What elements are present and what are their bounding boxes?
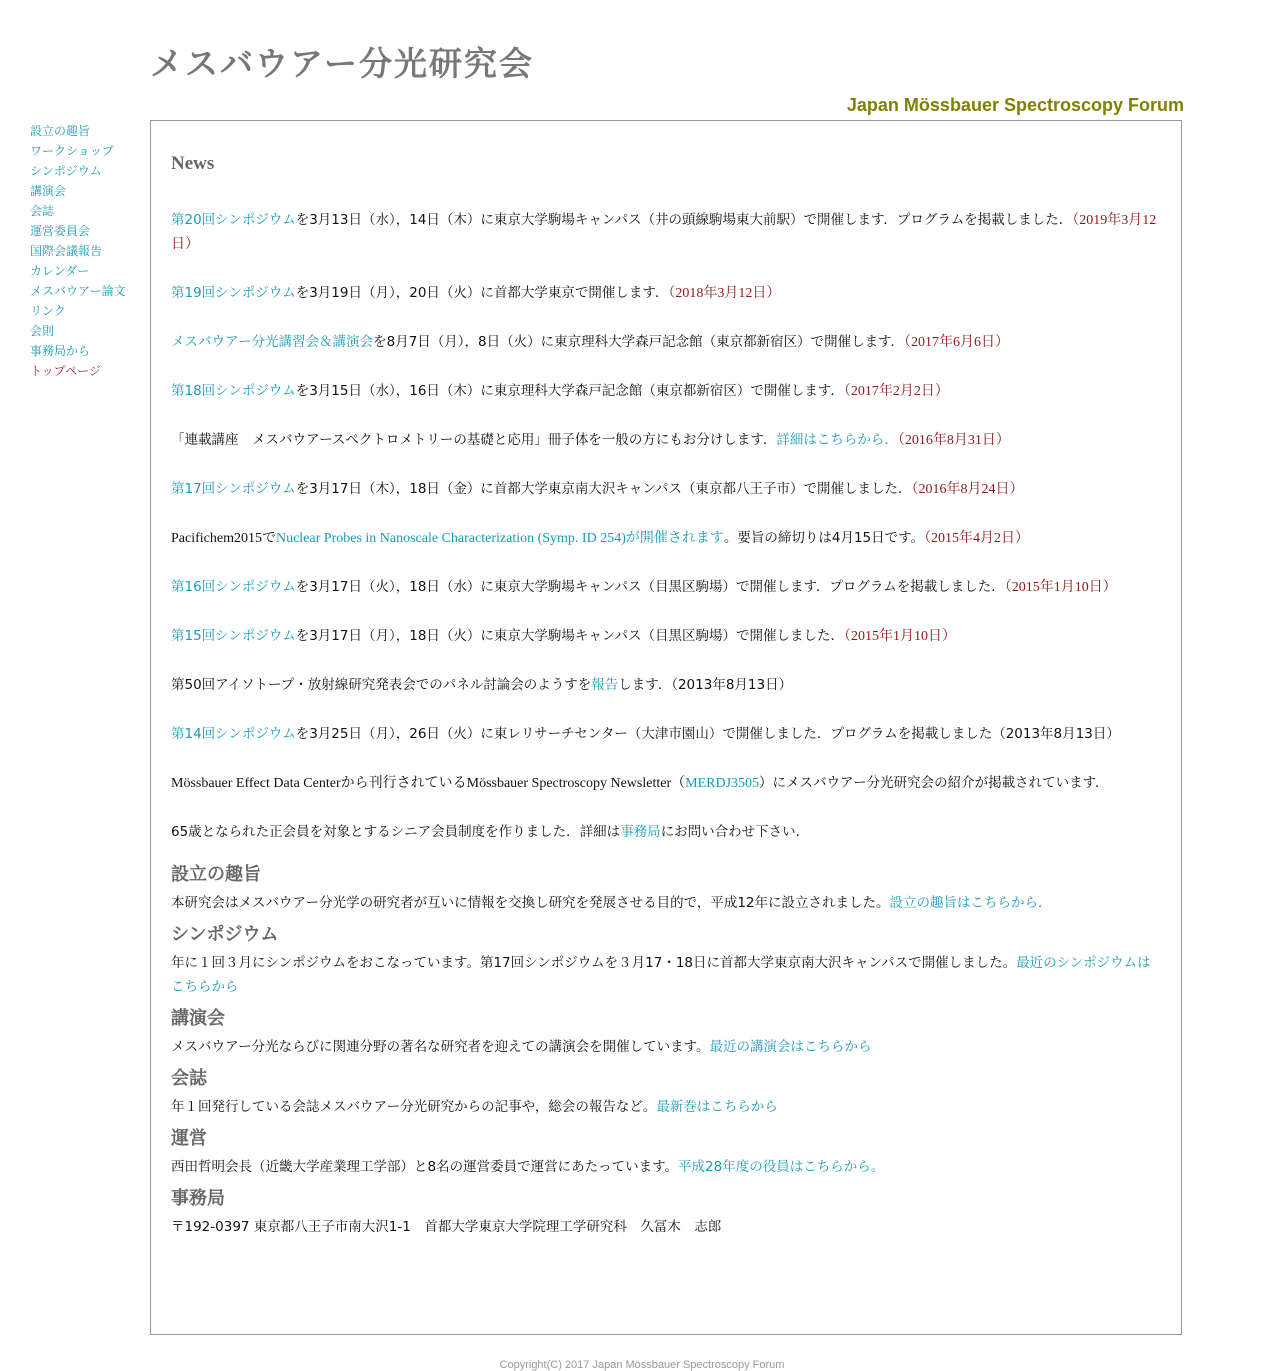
news-item: [171, 330, 1161, 355]
sidebar-item-top: [30, 361, 145, 381]
news-link[interactable]: MERDJ3505: [685, 776, 760, 791]
news-date: （2017年2月2日）: [843, 384, 949, 399]
section-link[interactable]: 最近の講演会はこちらから: [709, 1039, 872, 1055]
section-text: 〒192-0397 東京都八王子市南大沢1-1 首都大学東京大学院理工学研究科 久冨木 志郎: [171, 1219, 722, 1235]
section-heading-management: 運営: [171, 1128, 207, 1149]
sidebar-item-workshop: [30, 141, 145, 161]
news-link[interactable]: 詳細はこちらから．: [776, 432, 898, 448]
section-link[interactable]: 平成28年度の役員はこちらから。: [678, 1159, 885, 1175]
news-text: 「連載講座 メスバウアースペクトロメトリーの基礎と応用」冊子体を一般の方にもお分けします．: [171, 432, 777, 448]
news-link[interactable]: 報告: [591, 677, 619, 693]
sidebar-item-office: [30, 341, 145, 361]
news-text: を3月15日（水），16日（木）に東京理科大学森戸記念館（東京都新宿区）で開催します．: [295, 383, 844, 399]
news-link[interactable]: 第20回シンポジウム: [171, 212, 296, 228]
news-date: （2017年6月6日）: [904, 335, 1010, 350]
section-text: メスバウアー分光ならびに関連分野の著名な研究者を迎えての講演会を開催しています。: [171, 1039, 710, 1055]
news-date: （2015年1月10日）: [843, 629, 956, 644]
news-heading: News: [171, 153, 215, 174]
section-heading-purpose: 設立の趣旨: [171, 864, 261, 885]
news-text: にお問い合わせ下さい．: [660, 824, 810, 840]
sidebar-link-purpose[interactable]: 設立の趣旨: [30, 124, 91, 138]
news-item: [171, 428, 1161, 453]
section-text: 年１回発行している会誌メスバウアー分光研究からの記事や，総会の報告など。: [171, 1099, 657, 1115]
news-link[interactable]: 事務局: [620, 824, 661, 840]
section-body-journal: [171, 1095, 1161, 1119]
news-text: を3月13日（水），14日（木）に東京大学駒場キャンパス（井の頭線駒場東大前駅）で開催します．プログラムを掲載しました．: [295, 212, 1073, 228]
news-link[interactable]: 第18回シンポジウム: [171, 383, 296, 399]
news-item: [171, 526, 1161, 551]
news-link[interactable]: Nuclear Probes in Nanoscale Characterization (Symp. ID 254)が開催されます: [275, 531, 724, 546]
sidebar-link-workshop[interactable]: ワークショップ: [30, 144, 114, 158]
section-link[interactable]: 設立の趣旨はこちらから．: [889, 895, 1052, 911]
news-item: [171, 673, 1161, 698]
news-text: を3月17日（火），18日（水）に東京大学駒場キャンパス（目黒区駒場）で開催します．プログラムを掲載しました．: [295, 579, 1005, 595]
news-link[interactable]: 第14回シンポジウム: [171, 726, 296, 742]
news-text: ）にメスバウアー分光研究会の紹介が掲載されています．: [759, 775, 1109, 791]
news-date: （2019年3月12日）: [171, 213, 1157, 252]
section-heading-office: 事務局: [171, 1188, 225, 1209]
sidebar-link-top[interactable]: トップページ: [30, 364, 101, 378]
news-link[interactable]: 第19回シンポジウム: [171, 285, 296, 301]
news-text: Mössbauer Effect Data Centerから刊行されているMössbauer Spectroscopy Newsletter（: [171, 776, 686, 791]
news-text: 第50回アイソトープ・放射線研究発表会でのパネル討論会のようすを: [171, 677, 592, 693]
news-item: [171, 208, 1161, 257]
main-content: [150, 120, 1182, 1335]
section-heading-journal: 会誌: [171, 1068, 207, 1089]
news-item: [171, 575, 1161, 600]
news-text: を3月17日（月），18日（火）に東京大学駒場キャンパス（目黒区駒場）で開催しました．: [295, 628, 844, 644]
news-link[interactable]: メスバウアー分光講習会＆講演会: [171, 334, 374, 350]
news-date: （2015年1月10日）: [1004, 580, 1117, 595]
news-item: [171, 771, 1161, 796]
news-link[interactable]: 第15回シンポジウム: [171, 628, 296, 644]
section-text: 本研究会はメスバウアー分光学の研究者が互いに情報を交換し研究を発展させる目的で，平成12年に設立されました。: [171, 895, 890, 911]
sidebar-item-intl-reports: [30, 241, 145, 261]
sidebar-item-lecture: [30, 181, 145, 201]
sidebar-item-journal: [30, 201, 145, 221]
news-item: [171, 281, 1161, 306]
news-item: [171, 722, 1161, 747]
sidebar-item-committee: [30, 221, 145, 241]
sidebar-link-papers[interactable]: メスバウアー論文: [30, 284, 126, 298]
sidebar-item-papers: [30, 281, 145, 301]
footer-copyright: Copyright(C) 2017 Japan Mössbauer Spectroscopy Forum: [499, 1359, 785, 1371]
news-date: （2016年8月31日）: [897, 433, 1010, 448]
section-body-office: [171, 1215, 1161, 1239]
news-text: 65歳となられた正会員を対象とするシニア会員制度を作りました．詳細は: [171, 824, 621, 840]
news-date: （2018年3月12日）: [668, 286, 781, 301]
sidebar-item-purpose: [30, 121, 145, 141]
sidebar-link-calendar[interactable]: カレンダー: [30, 264, 90, 278]
news-date: （2015年4月2日）: [924, 531, 1030, 546]
site-title: メスバウアー分光研究会: [150, 44, 535, 83]
section-body-symposium: [171, 951, 1161, 999]
sidebar-link-lecture[interactable]: 講演会: [30, 184, 67, 198]
sidebar-item-calendar: [30, 261, 145, 281]
section-link[interactable]: 最近のシンポジウムはこちらから: [171, 955, 1151, 995]
sidebar-link-committee[interactable]: 運営委員会: [30, 224, 91, 238]
news-text: を3月19日（月），20日（火）に首都大学東京で開催します．: [295, 285, 669, 301]
news-text: Pacifichem2015で: [171, 531, 276, 546]
news-text: を8月7日（月），8日（火）に東京理科大学森戸記念館（東京都新宿区）で開催します．: [373, 334, 905, 350]
news-item: [171, 379, 1161, 404]
news-item: [171, 624, 1161, 649]
news-text: を3月25日（月），26日（火）に東レリサーチセンター（大津市園山）で開催しました．プログラムを掲載しました（2013年8月13日）: [295, 726, 1120, 742]
sidebar-item-symposium: [30, 161, 145, 181]
sidebar-item-rules: [30, 321, 145, 341]
news-text: 。要旨の締切りは4月15日です。: [723, 530, 925, 546]
section-text: 西田哲明会長（近畿大学産業理工学部）と8名の運営委員で運営にあたっています。: [171, 1159, 679, 1175]
sidebar-item-links: [30, 301, 145, 321]
sidebar-nav: [30, 121, 145, 381]
site-subtitle: Japan Mössbauer Spectroscopy Forum: [846, 95, 1184, 115]
section-heading-symposium: シンポジウム: [171, 924, 279, 945]
news-item: [171, 820, 1161, 845]
news-text: を3月17日（木），18日（金）に首都大学東京南大沢キャンパス（東京都八王子市）で開催しました．: [295, 481, 912, 497]
section-body-purpose: [171, 891, 1161, 915]
section-body-management: [171, 1155, 1161, 1179]
news-link[interactable]: 第16回シンポジウム: [171, 579, 296, 595]
news-item: [171, 477, 1161, 502]
section-heading-lecture: 講演会: [171, 1008, 225, 1029]
section-text: 年に１回３月にシンポジウムをおこなっています。第17回シンポジウムを３月17・18日に首都大学東京南大沢キャンパスで開催しました。: [171, 955, 1017, 971]
sidebar-link-journal[interactable]: 会誌: [30, 204, 55, 218]
sidebar-link-links[interactable]: リンク: [30, 304, 66, 318]
section-body-lecture: [171, 1035, 1161, 1059]
sidebar-link-office[interactable]: 事務局から: [30, 344, 91, 358]
sidebar-link-rules[interactable]: 会則: [30, 324, 55, 338]
sidebar-link-symposium[interactable]: シンポジウム: [30, 164, 102, 178]
news-text: します．（2013年8月13日）: [618, 677, 793, 693]
sidebar-link-intl-reports[interactable]: 国際会議報告: [30, 244, 103, 258]
news-date: （2016年8月24日）: [911, 482, 1024, 497]
section-link[interactable]: 最新巻はこちらから: [656, 1099, 778, 1115]
news-link[interactable]: 第17回シンポジウム: [171, 481, 296, 497]
